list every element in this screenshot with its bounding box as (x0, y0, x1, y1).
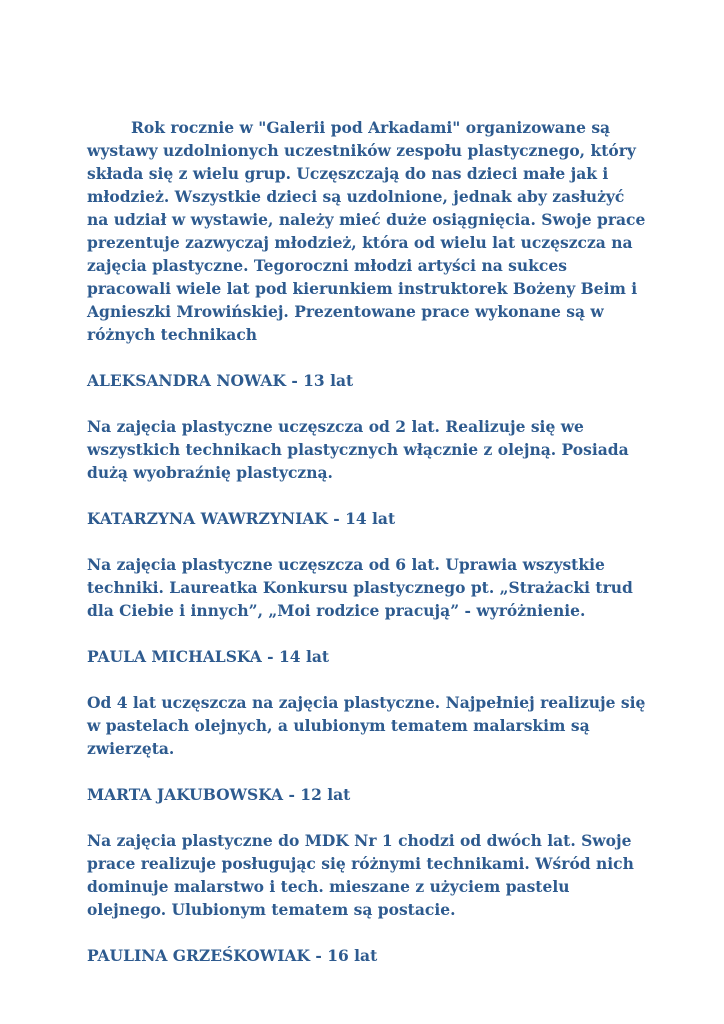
intro-paragraph: Rok rocznie w "Galerii pod Arkadami" organizowane są wystawy uzdolnionych uczestników zespołu plastycznego, który składa się z wielu grup. Uczęszczają do nas dzieci małe jak i młodzież. Wszystkie dzieci są uzdolnione, jednak aby zasłużyć na udział w wystawie, należy mieć duże osiągnięcia. Swoje prace prezentuje zazwyczaj młodzież, która od wielu lat uczęszcza na zajęcia plastyczne. Tegoroczni młodzi artyści na sukces pracowali wiele lat pod kierunkiem instruktorek Bożeny Beim i Agnieszki Mrowińskiej. Prezentowane prace wykonane są w różnych technikach (87, 118, 646, 344)
document-page (87, 116, 647, 967)
participant-description: Na zajęcia plastyczne do MDK Nr 1 chodzi od dwóch lat. Swoje prace realizuje posługując się różnymi technikami. Wśród nich dominuje malarstwo i tech. mieszane z użyciem pastelu olejnego. Ulubionym tematem są postacie. (87, 831, 634, 919)
participant-description: Na zajęcia plastyczne uczęszcza od 2 lat. Realizuje się we wszystkich technikach plastycznych włącznie z olejną. Posiada dużą wyobraźnię plastyczną. (87, 417, 629, 482)
participant-name: ALEKSANDRA NOWAK - 13 lat (87, 371, 354, 390)
participant-name: KATARZYNA WAWRZYNIAK - 14 lat (87, 509, 396, 528)
participant-name: PAULINA GRZEŚKOWIAK - 16 lat (87, 946, 378, 965)
participant-name: MARTA JAKUBOWSKA - 12 lat (87, 785, 351, 804)
participant-description: Od 4 lat uczęszcza na zajęcia plastyczne. Najpełniej realizuje się w pastelach olejnych, a ulubionym tematem malarskim są zwierzęta. (87, 693, 646, 758)
participant-name: PAULA MICHALSKA - 14 lat (87, 647, 330, 666)
participant-description: Na zajęcia plastyczne uczęszcza od 6 lat. Uprawia wszystkie techniki. Laureatka Konkursu plastycznego pt. „Strażacki trud dla Ciebie i innych”, „Moi rodzice pracują” - wyróżnienie. (87, 555, 633, 620)
